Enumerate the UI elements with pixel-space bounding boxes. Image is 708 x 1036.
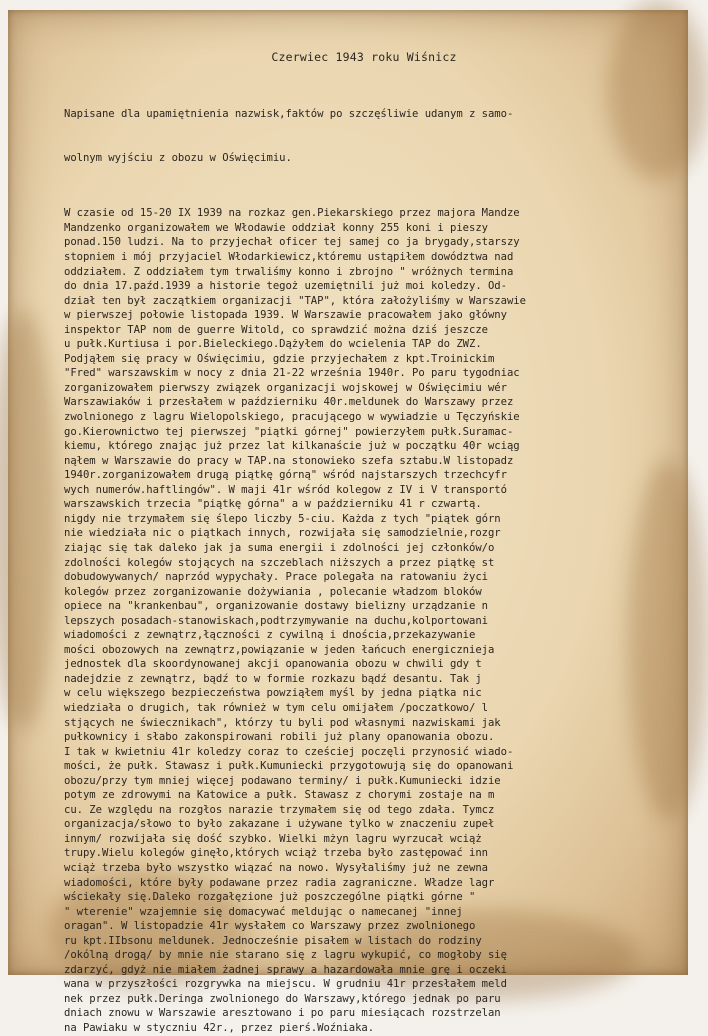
body-line: Podjąłem się pracy w Oświęcimiu, gdzie przyjechałem z kpt.Troinickim [64, 352, 495, 365]
body-line: I tak w kwietniu 41r koledzy coraz to cześciej poczęli przynosić wiado- [64, 745, 514, 758]
body-line: wiadomości z zewnątrz,łączności z cywilną i dnościa,przekazywanie [64, 629, 476, 642]
body-line: stopniem i mój przyjaciel Włodarkiewicz,któremu ustąpiłem dowództwa nad [64, 251, 514, 264]
document-heading: Czerwiec 1943 roku Wiśnicz [271, 50, 457, 64]
body-line: zdarzyć, gdyż nie miałem żadnej sprawy a hazardowała mnie grę i oczeki [64, 963, 507, 976]
body-line: kiemu, którego znając już przez lat kilkanaście już w początku 40r wciąg [64, 440, 520, 453]
body-line: inspektor TAP nom de guerre Witold, co sprawdzić można dziś jeszcze [64, 323, 488, 336]
body-line: Warszawiaków i przesłałem w październiku 40r.meldunek do Warszawy przez [64, 396, 514, 409]
body-line: obozu/przy tym mniej więcej podawano terminy/ i pułk.Kumuniecki idzie [64, 774, 501, 787]
body-line: wana w przyszłości rozgrywka na miejscu. W grudniu 41r przesłałem meld [64, 978, 507, 991]
body-line: ziając się tak daleko jak ja suma energii i zdolności jej członków/o [64, 541, 495, 554]
body-paragraph [64, 206, 664, 1035]
body-line: Mandzenko organizowałem we Włodawie oddział konny 255 koni i pieszy [64, 221, 488, 234]
body-line: u pułk.Kurtiusa i por.Bieleckiego.Dążyłem do wcielenia TAP do ZWZ. [64, 338, 482, 351]
body-line: nigdy nie trzymałem się ślepo liczby 5-ciu. Każda z tych "piątek górn [64, 512, 501, 525]
body-line: wych numerów.haftlingów". W maji 41r wśród kolegow z IV i V transportó [64, 483, 507, 496]
document-page [8, 10, 688, 1034]
intro-line: Napisane dla upamiętnienia nazwisk,faktów po szczęśliwie udanym z samo- [64, 108, 514, 121]
body-line: nek przez pułk.Deringa zwolnionego do Warszawy,którego jednak po paru [64, 992, 501, 1005]
body-line: nie wiedziała nic o piątkach innych, rozwijała się samodzielnie,rozgr [64, 527, 501, 540]
body-line: jednostek dla skoordynowanej akcji opanowania obozu w chwili gdy t [64, 658, 482, 671]
intro-paragraph [64, 78, 664, 194]
body-line: dniach znowu w Warszawie aresztowano i po paru miesiącach rozstrzelan [64, 1007, 501, 1020]
body-line: trupy.Wielu kolegów ginęło,których wciąż trzeba było zastępować inn [64, 847, 488, 860]
body-line: innym/ rozwijała się dość szybko. Wielki mżyn lagru wyrzucał wciąż [64, 832, 482, 845]
body-line: w pierwszej połowie listopada 1939. W Warszawie pracowałem jako główny [64, 309, 507, 322]
body-line: warszawskich trzecia "piątkę górna" a w październiku 41 r czwartą. [64, 498, 482, 511]
water-stain [0, 310, 58, 730]
intro-line: wolnym wyjściu z obozu w Oświęcimiu. [64, 151, 292, 164]
body-line: "Fred" warszawskim w nocy z dnia 21-22 września 1940r. Po paru tygodniac [64, 367, 520, 380]
body-line: 1940r.zorganizowałem drugą piątkę górną" wśród najstarszych trzechcyfr [64, 469, 507, 482]
body-line: zdolności kolegów stojących na szczeblach niższych a przez piątkę st [64, 556, 495, 569]
body-line: mości, że pułk. Stawasz i pułk.Kumuniecki przygotowują się do opanowani [64, 760, 514, 773]
body-line: oragan". W listopadzie 41r wysłałem co Warszawy przez zwolnionego [64, 920, 476, 933]
body-line: zwolnionego z lagru Wielopolskiego, pracującego w wywiadzie u Tęczyńskie [64, 411, 520, 424]
body-line: opiece na "krankenbau", organizowanie dostawy bielizny urządzanie n [64, 600, 488, 613]
body-line: ru kpt.IIbsonu meldunek. Jednocześnie pisałem w listach do rodziny [64, 934, 482, 947]
body-line: na Pawiaku w styczniu 42r., przez pierś.Woźniaka. [64, 1022, 375, 1034]
body-line: organizacja/słowo to było zakazane i używane tylko w znaczeniu zupeł [64, 818, 495, 831]
body-line: do dnia 17.paźd.1939 a historie tegoż uzemiętnili już moi koledzy. Od- [64, 280, 507, 293]
body-line: dobudowywanych/ naprzód wypychały. Prace polegała na ratowaniu życi [64, 571, 488, 584]
body-line: kolegów przez zorganizowanie dożywiania , polecanie władzom bloków [64, 585, 482, 598]
body-line: w celu większego bezpieczeństwa powziąłem myśl by jedna piątka nic [64, 687, 482, 700]
body-line: oddziałem. Z oddziałem tym trwaliśmy konno i zbrojno " wróżnych termina [64, 265, 514, 278]
body-line: " wterenie" wzajemnie się domacywać meldując o namecanej "innej [64, 905, 463, 918]
body-line: wiedziała o drugich, tak również w tym celu omijałem /poczatkowo/ l [64, 701, 488, 714]
body-line: cu. Ze względu na rozgłos narazie trzymałem się od tego zdała. Tymcz [64, 803, 495, 816]
body-line: /okólną drogą/ by mnie nie starano się z lagru wykupić, co mogłoby się [64, 949, 507, 962]
body-line: lepszych posadach-stanowiskach,podtrzymywanie na duchu,kolportowani [64, 614, 488, 627]
body-line: nadejdzie z zewnątrz, bądź to w formie rozkazu bądź desantu. Tak j [64, 672, 482, 685]
body-line: zorganizowałem pierwszy związek organizacji wojskowej w Oświęcimiu wér [64, 381, 507, 394]
body-line: W czasie od 15-20 IX 1939 na rozkaz gen.Piekarskiego przez majora Mandze [64, 207, 520, 220]
typed-text [64, 50, 664, 1036]
body-line: wściekały się.Daleko rozgałęzione już poszczególne piątki górne " [64, 891, 476, 904]
body-line: dział ten był zaczątkiem organizacji "TAP", która założyliśmy w Warszawie [64, 294, 526, 307]
body-line: potym ze zdrowymi na Katowice a pułk. Stawasz z chorymi zostaje na m [64, 789, 495, 802]
body-line: go.Kierownictwo tej pierwszej "piątki górnej" powierzyłem pułk.Suramac- [64, 425, 514, 438]
body-line: wiadomości, które były podawane przez radia zagraniczne. Władze lagr [64, 876, 495, 889]
body-line: nąłem w Warszawie do pracy w TAP.na stonowieko szefa sztabu.W listopadz [64, 454, 514, 467]
body-line: mości obozowych na zewnątrz,powiązanie w jeden łańcuch energicznieja [64, 643, 495, 656]
body-line: wciąż trzeba było wszystko wiązać na nowo. Wysyłaliśmy już ne zewna [64, 861, 488, 874]
body-line: stjących ne świecznikach", którzy tu byli pod własnymi nazwiskami jak [64, 716, 501, 729]
body-line: pułkownicy i słabo zakonspirowani robili już plany opanowania obozu. [64, 731, 495, 744]
body-line: ponad.150 ludzi. Na to przyjechał oficer tej samej co ja brygady,starszy [64, 236, 520, 249]
